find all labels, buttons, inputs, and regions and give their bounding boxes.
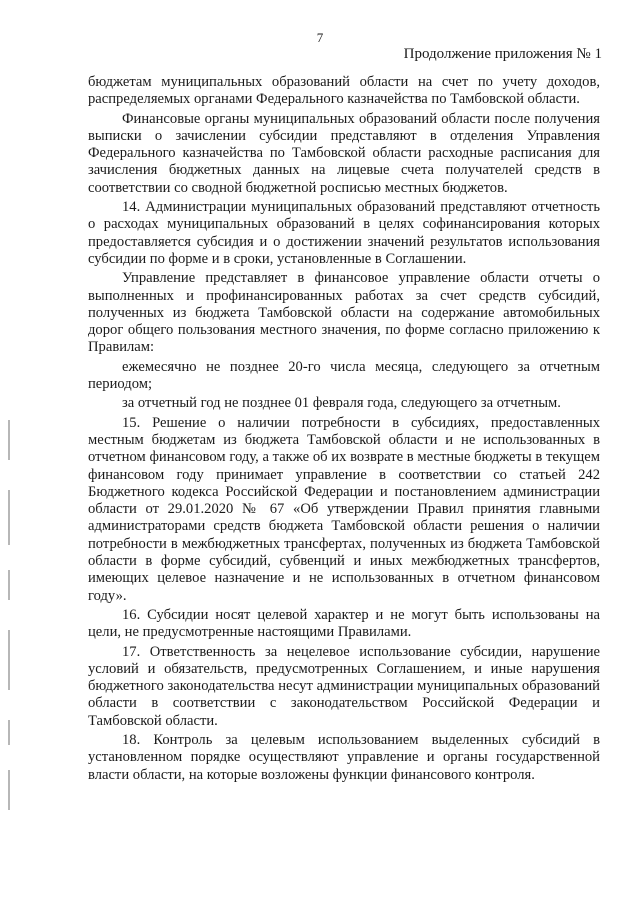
paragraph-yearly: за отчетный год не позднее 01 февраля года, следующего за отчетным.: [122, 395, 561, 412]
paragraph-reports: Управление представляет в финансовое управление области отчеты о выполненных и профинансированных работах за счет средств субсидий, полученных из бюджета Тамбовской области на содержание автомобильных дорог общего пользования местного значения, по форме согласно приложению к Правилам:: [88, 270, 600, 356]
paragraph-14: 14. Администрации муниципальных образований представляют отчетность о расходах муниципальных образований в целях софинансирования которых предоставляется субсидия и о достижении значений результатов использования субсидии по форме и в сроки, установленные в Соглашении.: [88, 199, 600, 267]
paragraph-18: 18. Контроль за целевым использованием выделенных субсидий в установленном порядке осуществляют управление и органы государственной власти области, на которые возложены функции финансового контроля.: [88, 731, 600, 783]
document-body: [88, 74, 600, 786]
paragraph-16: 16. Субсидии носят целевой характер и не могут быть использованы на цели, не предусмотренные настоящими Правилами.: [88, 606, 600, 641]
scan-margin-marks: [8, 420, 10, 820]
paragraph-continuation: бюджетам муниципальных образований области на счет по учету доходов, распределяемых органами Федерального казначейства по Тамбовской области.: [88, 74, 600, 108]
paragraph-monthly: ежемесячно не позднее 20-го числа месяца, следующего за отчетным периодом;: [88, 358, 600, 393]
paragraph-17: 17. Ответственность за нецелевое использование субсидии, нарушение условий и обязательств, предусмотренных Соглашением, и иные нарушения бюджетного законодательства несут администрации муниципальных образований области в соответствии с законодательством Российской Федерации и Тамбовской области.: [88, 643, 600, 729]
paragraph-15: 15. Решение о наличии потребности в субсидиях, предоставленных местным бюджетам из бюджета Тамбовской области и не использованных в отчетном финансовом году, а также об их возврате в местные бюджеты в текущем финансовом году принимает управление в соответствии со статьей 242 Бюджетного кодекса Российской Федерации и постановлением администрации области от 29.01.2020 № 67 «Об утверждении Правил принятия главными администраторами средств бюджета Тамбовской области решения о наличии потребности в межбюджетных трансфертах, полученных из бюджета Тамбовской области в форме субсидий, субвенций и иных межбюджетных трансфертов, имеющих целевое назначение и не использованных в отчетном финансовом году».: [88, 414, 600, 604]
page-number: 7: [316, 30, 324, 45]
paragraph-financial-bodies: Финансовые органы муниципальных образований области после получения выписки о зачислении субсидии представляют в отделения Управления Федерального казначейства по Тамбовской области расходные расписания для зачисления бюджетных данных на лицевые счета получателей средств в соответствии со сводной бюджетной росписью местных бюджетов.: [88, 110, 600, 196]
appendix-continuation-note: Продолжение приложения № 1: [403, 46, 602, 62]
